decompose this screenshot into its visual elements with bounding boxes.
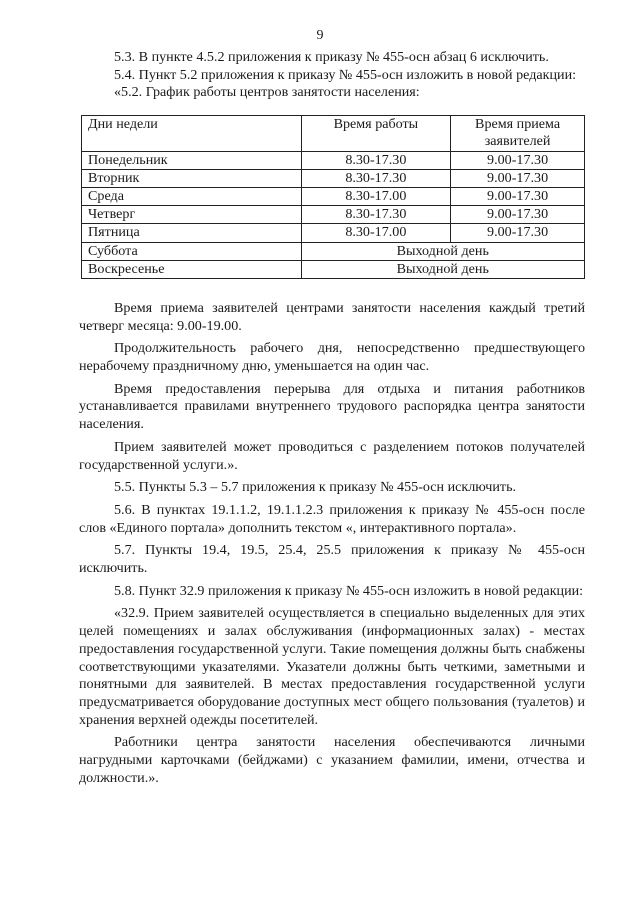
page-number: 9 xyxy=(316,28,324,43)
row-day: Воскресенье xyxy=(82,260,302,278)
row-day: Суббота xyxy=(82,242,302,260)
paragraph-5-6: 5.6. В пунктах 19.1.1.2, 19.1.1.2.3 приложения к приказу № 455-осн после слов «Единого портала» дополнить текстом «, интерактивного портала». xyxy=(79,501,585,536)
work-schedule-table xyxy=(81,115,585,279)
row-reception-time: 9.00-17.30 xyxy=(451,206,585,224)
header-days: Дни недели xyxy=(82,116,302,151)
table-row xyxy=(82,224,585,242)
row-work-time: 8.30-17.30 xyxy=(301,151,451,169)
paragraph-preholiday: Продолжительность рабочего дня, непосредственно предшествующего нерабочему праздничному дню, уменьшается на один час. xyxy=(79,340,585,375)
table-row xyxy=(82,187,585,205)
paragraph-5-5: 5.5. Пункты 5.3 – 5.7 приложения к приказу № 455-осн исключить. xyxy=(114,479,517,496)
table-row xyxy=(82,169,585,187)
row-day-off: Выходной день xyxy=(301,260,584,278)
row-reception-time: 9.00-17.30 xyxy=(451,224,585,242)
table-row xyxy=(82,151,585,169)
row-day: Четверг xyxy=(82,206,302,224)
row-work-time: 8.30-17.30 xyxy=(301,169,451,187)
row-day: Вторник xyxy=(82,169,302,187)
paragraph-5-3: 5.3. В пункте 4.5.2 приложения к приказу № 455-осн абзац 6 исключить. xyxy=(114,49,549,65)
paragraph-badges: Работники центра занятости населения обеспечиваются личными нагрудными карточками (бейджами) с указанием фамилии, имени, отчества и должности.». xyxy=(79,734,585,786)
paragraph-5-8: 5.8. Пункт 32.9 приложения к приказу № 455-осн изложить в новой редакции: xyxy=(114,582,584,599)
paragraph-reception-thursday: Время приема заявителей центрами занятости населения каждый третий четверг месяца: 9.00-19.00. xyxy=(79,299,585,334)
row-reception-time: 9.00-17.30 xyxy=(451,187,585,205)
row-work-time: 8.30-17.00 xyxy=(301,187,451,205)
document-body xyxy=(79,49,585,788)
paragraph-5-4: 5.4. Пункт 5.2 приложения к приказу № 455-осн изложить в новой редакции: xyxy=(114,66,577,83)
paragraph-5-2-title: «5.2. График работы центров занятости населения: xyxy=(114,84,420,101)
header-reception-time: Время приема заявителей xyxy=(451,116,585,151)
row-reception-time: 9.00-17.30 xyxy=(451,151,585,169)
row-work-time: 8.30-17.30 xyxy=(301,206,451,224)
row-day: Среда xyxy=(82,187,302,205)
paragraph-flow-split: Прием заявителей может проводиться с разделением потоков получателей государственной услуги.». xyxy=(79,438,585,473)
table-row xyxy=(82,206,585,224)
row-day-off: Выходной день xyxy=(301,242,584,260)
header-work-time: Время работы xyxy=(301,116,451,151)
paragraph-5-7: 5.7. Пункты 19.4, 19.5, 25.4, 25.5 приложения к приказу № 455-осн исключить. xyxy=(79,542,585,577)
row-reception-time: 9.00-17.30 xyxy=(451,169,585,187)
paragraph-32-9: «32.9. Прием заявителей осуществляется в специально выделенных для этих целей помещениях и залах обслуживания (информационных залах) - местах предоставления государственной услуги. Такие помещения должны быть снабжены соответствующими указателями. Указатели должны быть четкими, заметными и понятными для заявителей. В местах предоставления государственной услуги предусматривается оборудование доступных мест общего пользования (туалетов) и хранения верхней одежды посетителей. xyxy=(79,605,585,728)
row-day: Понедельник xyxy=(82,151,302,169)
row-work-time: 8.30-17.00 xyxy=(301,224,451,242)
table-header-row xyxy=(82,116,585,151)
row-day: Пятница xyxy=(82,224,302,242)
paragraph-break-time: Время предоставления перерыва для отдыха и питания работников устанавливается правилами внутреннего трудового распорядка центра занятости населения. xyxy=(79,380,585,433)
table-row-weekend xyxy=(82,260,585,278)
table-row-weekend xyxy=(82,242,585,260)
